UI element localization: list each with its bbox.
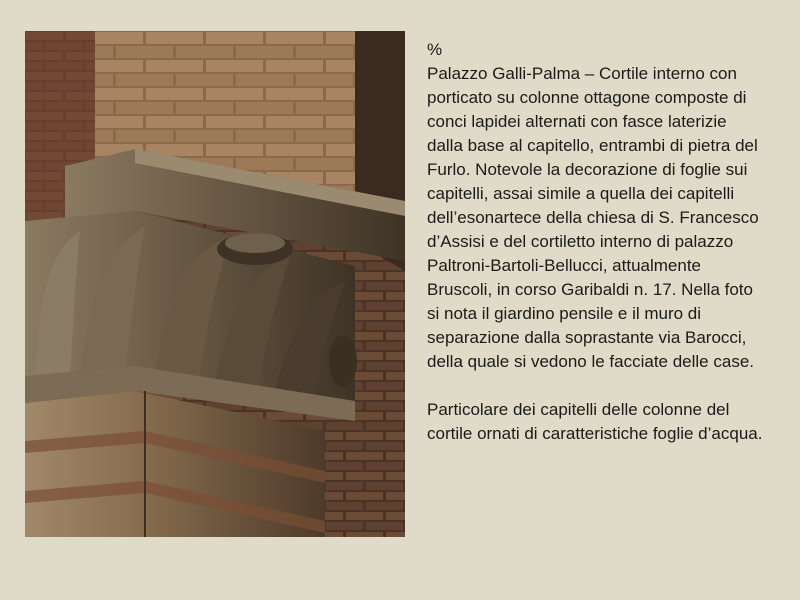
caption-paragraph-main: Palazzo Galli-Palma – Cortile interno con porticato su colonne ottagone composte di conci lapidei alternati con fasce laterizie dalla base al capitello, entrambi di pietra del Furlo. Notevole la decorazione di foglie sui capitelli, assai simile a quella dei capitelli dell’esonartece della chiesa di S. Francesco d’Assisi e del cortiletto interno di palazzo Paltroni-Bartoli-Bellucci, attualmente Bruscoli, in corso Garibaldi n. 17. Nella foto si nota il giardino pensile e il muro di separazione dalla soprastante via Barocci, della quale si vedono le facciate delle case. xyxy=(427,64,759,371)
caption-mark: % xyxy=(427,40,443,59)
caption-text xyxy=(427,38,767,446)
capital-photo xyxy=(25,31,405,537)
caption-paragraph-detail: Particolare dei capitelli delle colonne del cortile ornati di caratteristiche foglie d’acqua. xyxy=(427,400,763,443)
